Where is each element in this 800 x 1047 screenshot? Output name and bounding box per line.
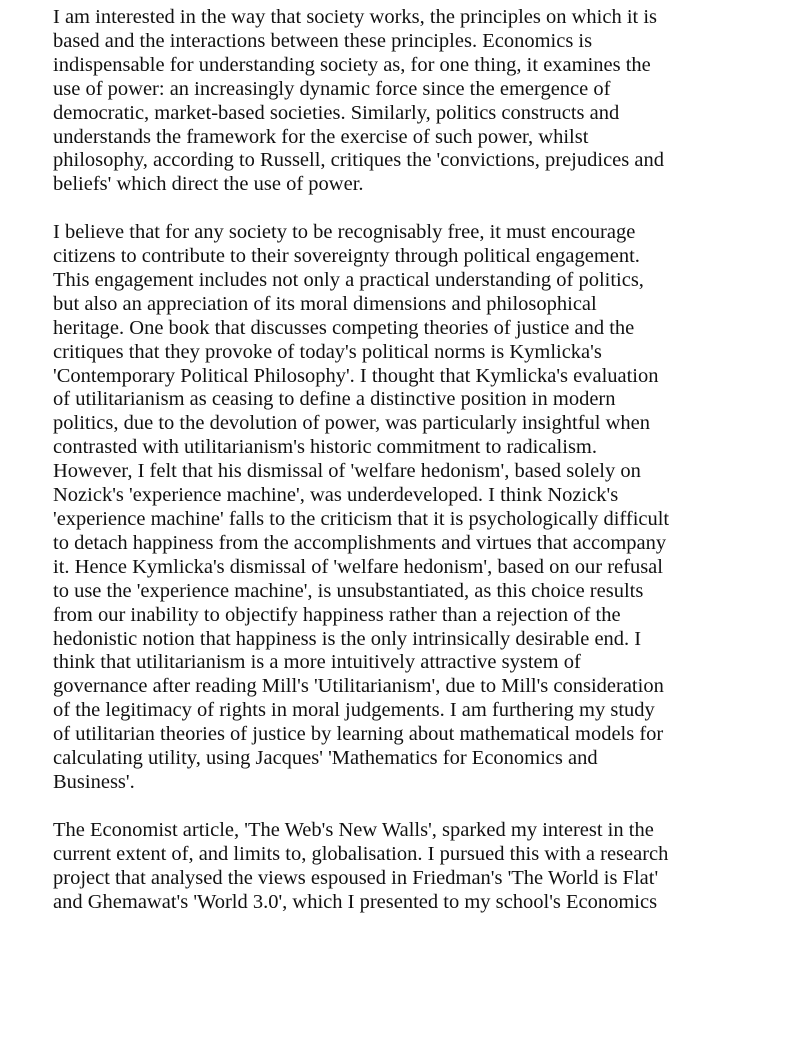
text-line: indispensable for understanding society as, for one thing, it examines the [53,53,651,76]
text-line: calculating utility, using Jacques' 'Mathematics for Economics and [53,747,598,770]
text-line: philosophy, according to Russell, critiques the 'convictions, prejudices and [53,149,664,172]
text-line: However, I felt that his dismissal of 'welfare hedonism', based solely on [53,460,641,483]
text-line: I am interested in the way that society works, the principles on which it is [53,6,658,28]
paragraph-spacer [53,197,773,221]
text-line: of utilitarianism as ceasing to define a distinctive position in modern [53,388,616,411]
text-line: to use the 'experience machine', is unsubstantiated, as this choice results [53,579,644,602]
text-line: critiques that they provoke of today's political norms is Kymlicka's [53,340,602,363]
text-line: 'Contemporary Political Philosophy'. I thought that Kymlicka's evaluation [53,364,659,387]
text-line: This engagement includes not only a practical understanding of politics, [53,268,644,291]
text-line: politics, due to the devolution of power, was particularly insightful when [53,412,650,435]
text-line: of the legitimacy of rights in moral judgements. I am furthering my study [53,699,655,722]
paragraph-1 [53,6,773,197]
text-line: beliefs' which direct the use of power. [53,173,364,196]
paragraph-2 [53,221,773,795]
text-line: hedonistic notion that happiness is the only intrinsically desirable end. I [53,627,642,650]
text-line: understands the framework for the exercise of such power, whilst [53,125,589,148]
text-line: Business'. [53,770,135,793]
text-line: governance after reading Mill's 'Utilitarianism', due to Mill's consideration [53,675,664,698]
text-line: project that analysed the views espoused in Friedman's 'The World is Flat' [53,866,659,889]
document-page [53,6,773,914]
text-line: citizens to contribute to their sovereignty through political engagement. [53,245,640,268]
text-line: of utilitarian theories of justice by learning about mathematical models for [53,723,664,746]
text-line: The Economist article, 'The Web's New Walls', sparked my interest in the [53,818,654,841]
text-line: democratic, market-based societies. Similarly, politics constructs and [53,101,620,124]
text-line: but also an appreciation of its moral dimensions and philosophical [53,292,597,315]
text-line: heritage. One book that discusses competing theories of justice and the [53,316,635,339]
text-line: to detach happiness from the accomplishments and virtues that accompany [53,531,667,554]
text-line: use of power: an increasingly dynamic force since the emergence of [53,77,611,100]
text-line: contrasted with utilitarianism's historic commitment to radicalism. [53,436,597,459]
text-line: 'experience machine' falls to the criticism that it is psychologically difficult [53,508,670,531]
text-line: current extent of, and limits to, globalisation. I pursued this with a research [53,842,669,865]
text-line: I believe that for any society to be recognisably free, it must encourage [53,221,636,244]
text-line: it. Hence Kymlicka's dismissal of 'welfare hedonism', based on our refusal [53,555,663,578]
paragraph-3 [53,819,773,915]
text-line: and Ghemawat's 'World 3.0', which I presented to my school's Economics [53,890,658,913]
text-line: based and the interactions between these principles. Economics is [53,29,593,52]
text-line: think that utilitarianism is a more intuitively attractive system of [53,651,581,674]
paragraph-spacer [53,795,773,819]
text-line: Nozick's 'experience machine', was underdeveloped. I think Nozick's [53,484,619,507]
text-line: from our inability to objectify happiness rather than a rejection of the [53,603,621,626]
